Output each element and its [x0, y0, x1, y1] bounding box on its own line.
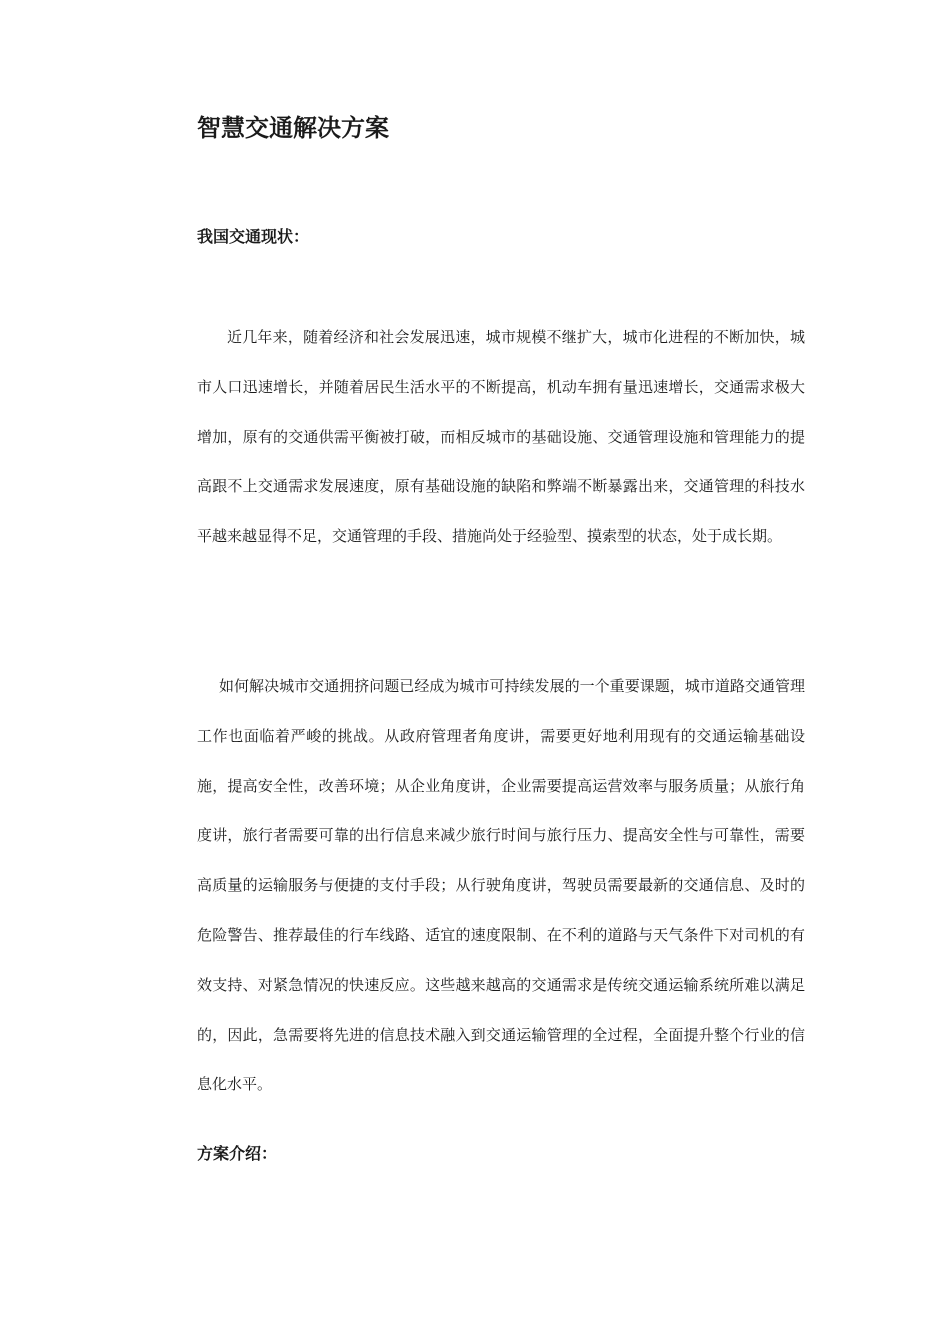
paragraph-traffic-status-2: 如何解决城市交通拥挤问题已经成为城市可持续发展的一个重要课题，城市道路交通管理工作也面临着严峻的挑战。从政府管理者角度讲，需要更好地利用现有的交通运输基础设施，提高安全性，改善环境；从企业角度讲，企业需要提高运营效率与服务质量；从旅行角度讲，旅行者需要可靠的出行信息来减少旅行时间与旅行压力、提高安全性与可靠性，需要高质量的运输服务与便捷的支付手段；从行驶角度讲，驾驶员需要最新的交通信息、及时的危险警告、推荐最佳的行车线路、适宜的速度限制、在不利的道路与天气条件下对司机的有效支持、对紧急情况的快速反应。这些越来越高的交通需求是传统交通运输系统所难以满足的，因此，急需要将先进的信息技术融入到交通运输管理的全过程，全面提升整个行业的信息化水平。: [197, 677, 805, 1094]
paragraph-traffic-status-1: 近几年来，随着经济和社会发展迅速，城市规模不继扩大，城市化进程的不断加快，城市人口迅速增长，并随着居民生活水平的不断提高，机动车拥有量迅速增长，交通需求极大增加，原有的交通供需平衡被打破，而相反城市的基础设施、交通管理设施和管理能力的提高跟不上交通需求发展速度，原有基础设施的缺陷和弊端不断暴露出来，交通管理的科技水平越来越显得不足，交通管理的手段、措施尚处于经验型、摸索型的状态，处于成长期。: [197, 328, 805, 546]
document-title: 智慧交通解决方案: [197, 114, 389, 142]
section-heading-solution-intro: 方案介绍：: [197, 1144, 278, 1163]
section-heading-traffic-status: 我国交通现状：: [197, 227, 310, 246]
